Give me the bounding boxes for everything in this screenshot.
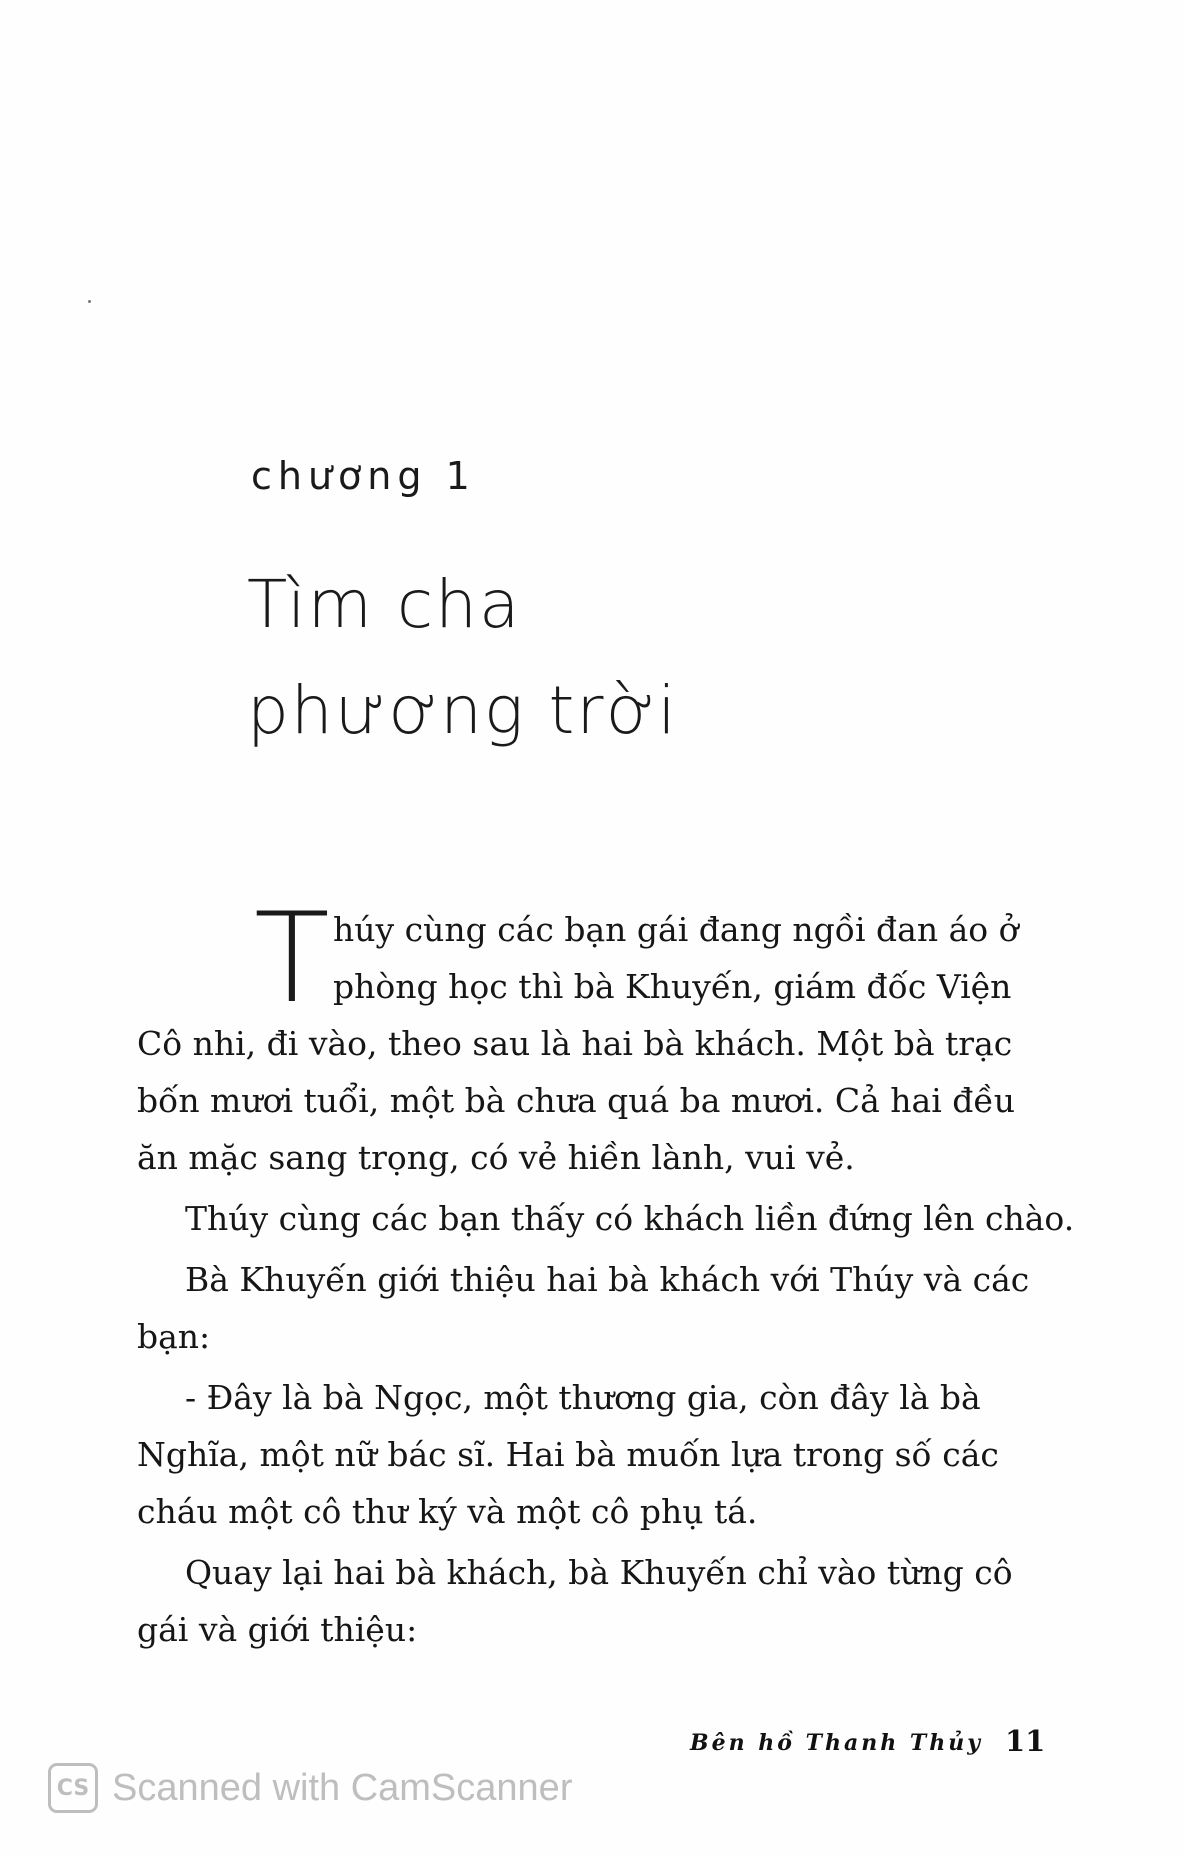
watermark-text: Scanned with CamScanner xyxy=(112,1766,573,1809)
drop-cap: T xyxy=(254,887,330,1031)
text-line: gái và giới thiệu: xyxy=(137,1610,418,1649)
camscanner-watermark xyxy=(48,1760,572,1816)
paragraph xyxy=(137,1251,1043,1365)
paragraph xyxy=(137,1369,1043,1540)
text-line: Nghĩa, một nữ bác sĩ. Hai bà muốn lựa trong số các xyxy=(137,1435,999,1474)
text-line: cháu một cô thư ký và một cô phụ tá. xyxy=(137,1492,758,1531)
paragraph xyxy=(137,1190,1075,1247)
camscanner-logo-icon: CS xyxy=(48,1763,98,1813)
scan-speck xyxy=(88,300,91,303)
paragraph xyxy=(137,887,1043,1186)
text-line: bốn mươi tuổi, một bà chưa quá ba mươi. Cả hai đều xyxy=(137,1081,1015,1120)
text-line: húy cùng các bạn gái đang ngồi đan áo ở xyxy=(333,910,1019,949)
text-line: bạn: xyxy=(137,1317,211,1356)
chapter-body xyxy=(137,887,1075,1662)
chapter-label: chương 1 xyxy=(251,454,476,498)
chapter-title xyxy=(247,552,678,764)
text-line: Quay lại hai bà khách, bà Khuyến chỉ vào từng cô xyxy=(185,1553,1013,1592)
text-line: ăn mặc sang trọng, có vẻ hiền lành, vui vẻ. xyxy=(137,1138,855,1177)
text-line: phòng học thì bà Khuyến, giám đốc Viện xyxy=(333,967,1012,1006)
paragraph xyxy=(137,1544,1043,1658)
chapter-title-line: Tìm cha xyxy=(247,566,522,643)
text-line: Bà Khuyến giới thiệu hai bà khách với Thúy và các xyxy=(185,1260,1030,1299)
chapter-title-line: phương trời xyxy=(247,672,678,749)
running-footer-title: Bên hồ Thanh Thủy xyxy=(690,1730,983,1756)
text-line: - Đây là bà Ngọc, một thương gia, còn đây là bà xyxy=(185,1378,981,1417)
text-line: Cô nhi, đi vào, theo sau là hai bà khách. Một bà trạc xyxy=(137,1024,1013,1063)
page-number: 11 xyxy=(1005,1724,1046,1758)
text-line: Thúy cùng các bạn thấy có khách liền đứng lên chào. xyxy=(185,1199,1075,1238)
